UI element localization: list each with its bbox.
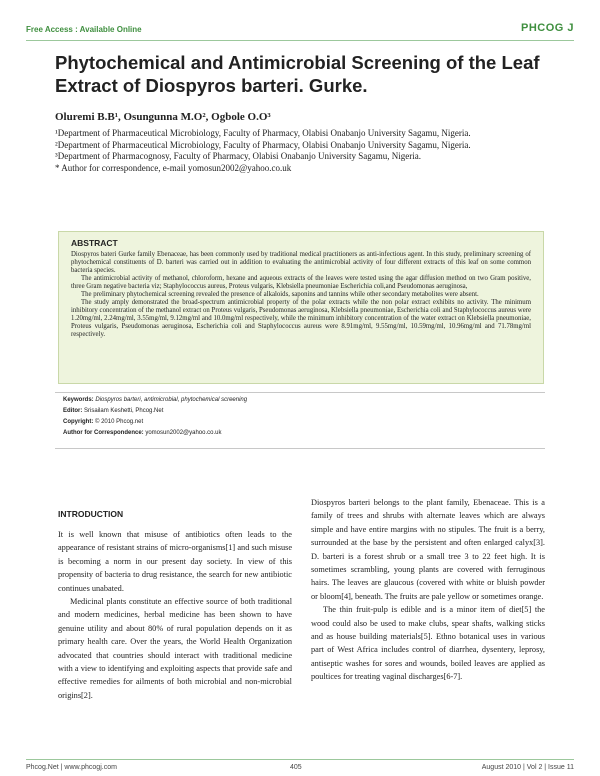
header-divider — [26, 40, 574, 41]
body-paragraph: Diospyros barteri belongs to the plant family, Ebenaceae. This is a family of trees and shrubs with alternate leaves which are always simple and have entire margins with no stipules. The fruit is a berry, surrounded at the base by the persistent and often enlarged calyx[3]. D. barteri is a forest shrub or a small tree 3 to 22 feet high. It is sometimes scrambling, young plants are covered with ferruginous hairs. The leaves are glaucous (covered with white or bluish powder or bloom[4], beneath. The fruits are pale yellow or sometimes orange. — [311, 498, 545, 601]
abstract-paragraph: Diospyros bateri Gurke family Ebenaceae, has been commonly used by traditional medical practitioners as anti-infectious agent. In this study, preliminary screening of phytochemical constituents of D. barteri was carried out in addition to evaluating the antimicrobial activity of four different extracts of this leaf on some common bacteria species. — [71, 251, 531, 274]
body-paragraph: The thin fruit-pulp is edible and is a minor item of diet[5] the wood could also be used to make clubs, spear shafts, walking sticks and as house building materials[5]. Ethno botanical uses in various part of West Africa includes control of diarrhea, dysentery, leprosy, antiseptic washes for sores and wounds, boiled leaves are applied as poultices for treating vaginal discharges[6-7]. — [311, 605, 545, 682]
free-access-label: Free Access : Available Online — [26, 25, 142, 34]
keywords-value: Diospyros barteri, antimicrobial, phytochemical screening — [95, 397, 248, 403]
abstract-box — [58, 231, 544, 384]
footer-divider — [26, 759, 574, 760]
footer-issue: August 2010 | Vol 2 | Issue 11 — [481, 764, 574, 771]
copyright-label: Copyright: — [63, 419, 94, 425]
meta-divider-bottom — [55, 448, 545, 449]
body-paragraph: It is well known that misuse of antibiotics often leads to the appearance of resistant strains of micro-organisms[1] and such misuse is becoming a norm in our present day society. In view of this propensity of bacteria to drug resistance, the search for new antibiotic continues unabated. — [58, 530, 292, 593]
affiliations — [55, 128, 565, 174]
section-heading-introduction: INTRODUCTION — [58, 509, 124, 519]
footer-site: Phcog.Net | www.phcogj.com — [26, 764, 117, 771]
abstract-paragraph: The preliminary phytochemical screening revealed the presence of alkaloids, saponins and tannins while other secondary metabolites were absent. — [81, 291, 479, 298]
correspondence-label: Author for Correspondence: — [63, 430, 144, 436]
article-meta — [63, 395, 247, 439]
editor-line — [63, 406, 247, 417]
journal-name: PHCOG J — [520, 22, 574, 34]
correspondence-value: yomosun2002@yahoo.co.uk — [145, 430, 222, 436]
abstract-paragraph: The study amply demonstrated the broad-spectrum antimicrobial property of the polar extracts while the non polar extract exhibits no activity. The minimum inhibitory concentration of the methanol extract on Proteus vulgaris, Pseudomonas aeruginosa, Klebsiella pneumoniae, Escherichia coli and Staphylococcus aureus were 1.20mg/ml, 2.24mg/ml, 3.55mg/ml, 9.12mg/ml and 10.0mg/ml respectively, while the minimum inhibitory concentration of the water extract on Klebsiella pneumoniae, Proteus vulgaris, Pseudomonas aeruginosa, Escherichia coli and Staphylococcus aureus were 8.91mg/ml, 9.55mg/ml, 10.59mg/ml, 10.96mg/ml and 71.78mg/ml respectively. — [71, 299, 531, 338]
affiliation-1: ¹Department of Pharmaceutical Microbiology, Faculty of Pharmacy, Olabisi Onabanjo University Sagamu, Nigeria. — [55, 128, 471, 138]
affiliation-2: ²Department of Pharmaceutical Microbiology, Faculty of Pharmacy, Olabisi Onabanjo University Sagamu, Nigeria. — [55, 139, 471, 150]
page-number: 405 — [290, 764, 302, 771]
body-column-left — [58, 528, 292, 702]
abstract-heading: ABSTRACT — [71, 238, 118, 248]
article-title: Phytochemical and Antimicrobial Screening of the Leaf Extract of Diospyros barteri. Gurke. — [55, 52, 540, 96]
body-column-right — [311, 496, 545, 684]
abstract-paragraph: The antimicrobial activity of methanol, chloroform, hexane and aqueous extracts of the leaves were tested using the agar diffusion method on two Gram positive, three Gram negative bacteria viz; Staphylococcus aureus, Proteus vulgaris, Klebsiella pneumoniae Escherichia coli,and Pseudomonas aeruginosa, — [71, 275, 531, 290]
correspondence-line — [63, 428, 247, 439]
copyright-line — [63, 417, 247, 428]
editor-label: Editor: — [63, 408, 83, 414]
body-paragraph: Medicinal plants constitute an effective source of both traditional and modern medicines, herbal medicine has been shown to have genuine utility and about 80% of rural population depends on it as primary health care. Over the years, the World Health Organization advocated that countries should interact with traditional medicine with a view to identifying and exploiting aspects that provide safe and effective remedies for ailments of both microbial and non-microbial origins[2]. — [58, 597, 292, 700]
copyright-value: © 2010 Phcog.net — [95, 419, 144, 425]
keywords-label: Keywords: — [63, 397, 94, 403]
affiliation-3: ³Department of Pharmacognosy, Faculty of Pharmacy, Olabisi Onabanjo University Sagamu, Nigeria. — [55, 151, 421, 161]
page-header — [26, 22, 574, 38]
keywords-line — [63, 395, 247, 406]
correspondence-note: * Author for correspondence, e-mail yomosun2002@yahoo.co.uk — [55, 162, 292, 173]
editor-value: Srisailam Keshetti, Phcog.Net — [84, 408, 164, 414]
meta-divider-top — [55, 392, 545, 393]
author-list: Oluremi B.B¹, Osungunna M.O², Ogbole O.O³ — [55, 111, 271, 123]
